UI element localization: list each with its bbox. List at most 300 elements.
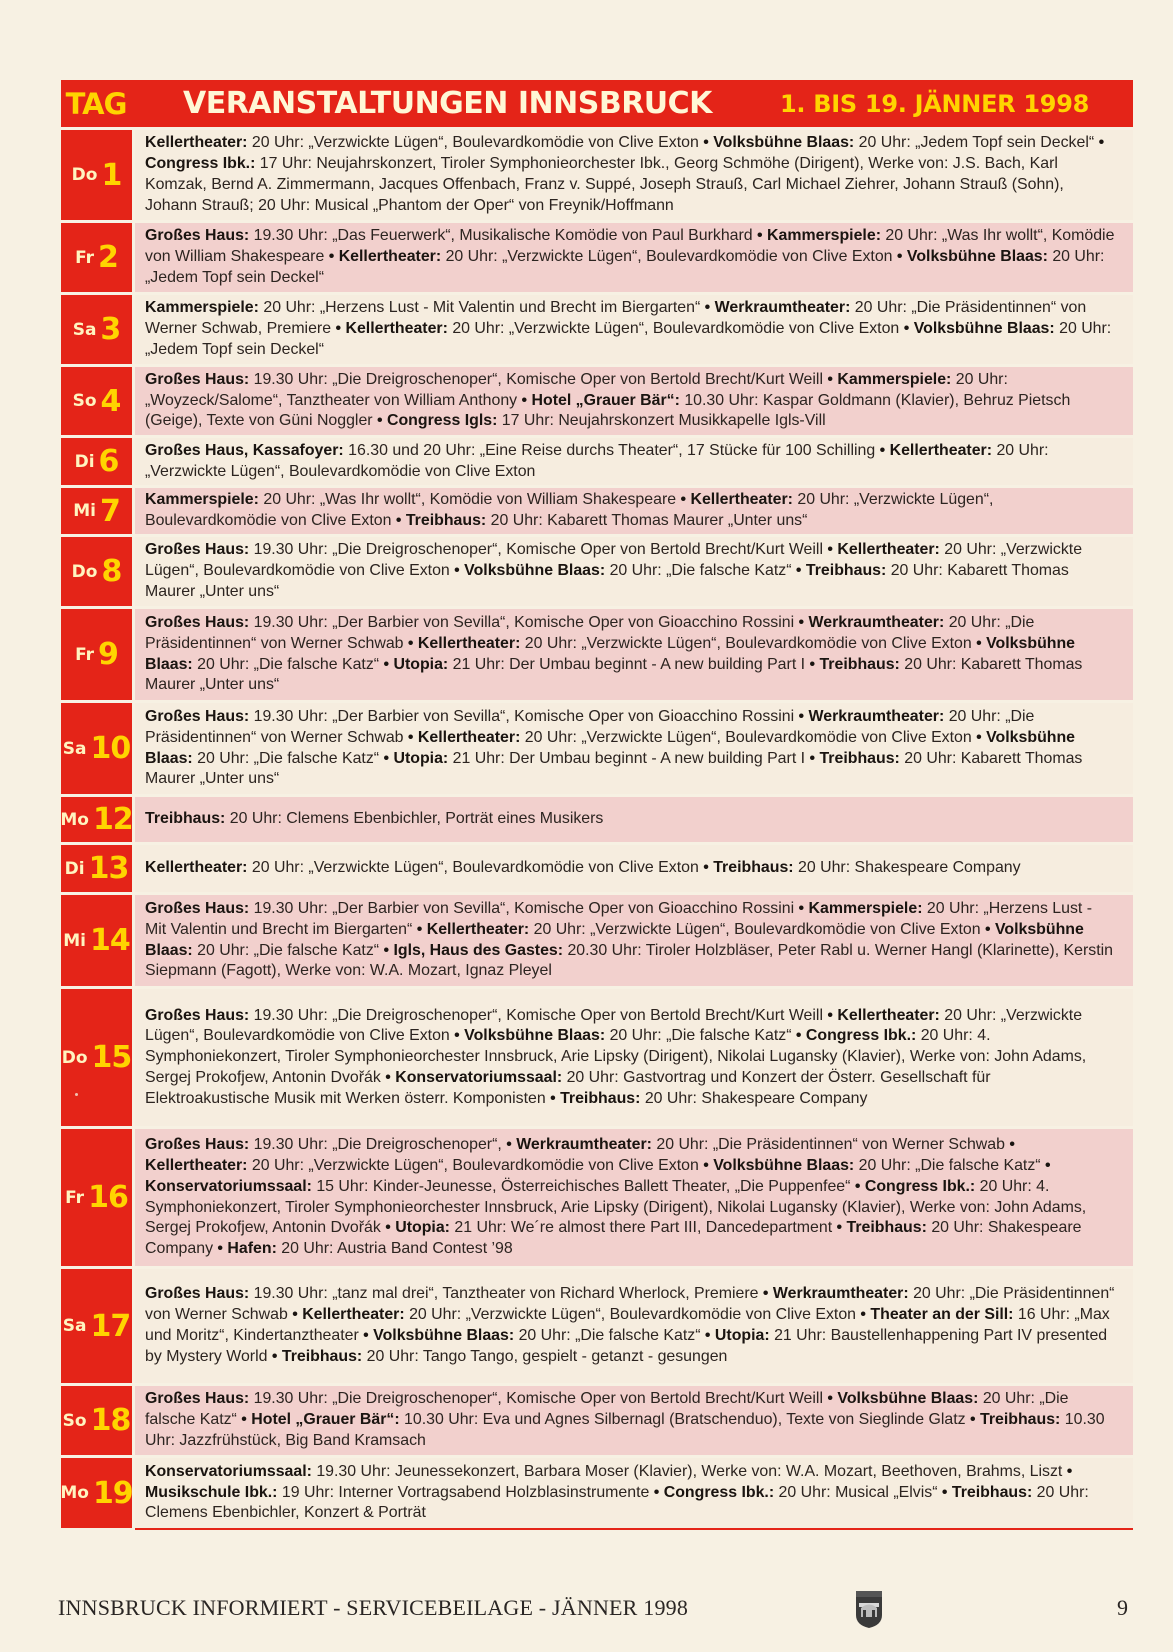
bullet-separator: • xyxy=(213,1240,228,1258)
event-description xyxy=(135,295,1133,364)
venue-name: Musikschule Ibk.: xyxy=(145,1483,278,1501)
table-row xyxy=(61,845,1133,895)
venue-name: Kammerspiele: xyxy=(837,370,952,388)
bullet-separator: • xyxy=(805,749,820,767)
venue-name: Congress Igls: xyxy=(387,412,498,430)
event-details: 19.30 Uhr: „Das Feuerwerk“, Musikalische Komödie von Paul Burkhard xyxy=(253,227,753,245)
day-number: 6 xyxy=(98,444,119,479)
event-details: 20 Uhr: Kabarett Thomas Maurer „Unter uns“ xyxy=(490,512,808,529)
venue-name: Treibhaus: xyxy=(145,810,226,828)
day-number: 14 xyxy=(90,923,130,958)
event-details: 20 Uhr: „Verzwickte Lügen“, Boulevardkomödie von Clive Exton xyxy=(251,859,699,877)
bullet-separator: • xyxy=(698,859,714,877)
event-details: 20 Uhr: „Jedem Topf sein Deckel“ xyxy=(858,134,1095,152)
weekday-abbr: Di xyxy=(64,858,85,879)
table-row xyxy=(61,223,1133,295)
venue-name: Kammerspiele: xyxy=(145,299,259,317)
event-details: 20 Uhr: Tango Tango, gespielt - getanzt - gesungen xyxy=(366,1347,728,1365)
event-details: 20 Uhr: 4. Symphoniekonzert, Tiroler Symphonieorchester Innsbruck, Arie Lipsky (Dirigent), Nikolai Lugansky (Klavier), Werke von: John Adams, Sergej Prokofjew, Antonin Dvořák xyxy=(145,1027,1087,1086)
day-number: 4 xyxy=(100,383,121,419)
venue-name: Treibhaus: xyxy=(819,655,900,673)
bullet-separator: • xyxy=(791,1027,806,1045)
table-row xyxy=(61,1269,1133,1386)
venue-name: Kellertheater: xyxy=(145,134,248,152)
event-details: 20 Uhr: Shakespeare Company xyxy=(644,1089,868,1107)
day-cell xyxy=(61,438,132,485)
day-number: 17 xyxy=(90,1308,131,1344)
table-row xyxy=(61,1458,1133,1531)
event-details: 20 Uhr: „Herzens Lust - Mit Valentin und Brecht im Biergarten“ xyxy=(263,299,701,317)
day-cell xyxy=(61,845,132,892)
venue-name: Werkraumtheater: xyxy=(808,613,945,631)
venue-name: Konservatoriumssaal: xyxy=(395,1068,563,1086)
bullet-separator: • xyxy=(379,655,394,673)
venue-name: Volksbühne Blaas: xyxy=(713,134,855,152)
event-details: 19.30 Uhr: „tanz mal drei“, Tanztheater von Richard Wherlock, Premiere xyxy=(253,1285,759,1303)
bullet-separator: • xyxy=(324,248,339,266)
day-cell xyxy=(61,1386,132,1455)
day-mark xyxy=(75,1093,78,1096)
event-details: 20 Uhr: Clemens Ebenbichler, Porträt eines Musikers xyxy=(229,810,604,828)
venue-name: Großes Haus: xyxy=(145,899,250,917)
event-details: 20 Uhr: Kabarett Thomas Maurer „Unter uns“ xyxy=(145,655,1083,694)
venue-name: Theater an der Sill: xyxy=(870,1306,1014,1324)
table-header xyxy=(61,80,1133,130)
event-paragraph xyxy=(145,899,1115,982)
day-number: 19 xyxy=(92,1475,133,1511)
bullet-separator: • xyxy=(698,134,714,152)
event-details: 19 Uhr: Interner Vortragsabend Holzblasinstrumente xyxy=(281,1483,650,1501)
event-description xyxy=(135,703,1133,794)
event-details: 21 Uhr: Der Umbau beginnt - A new building Part I xyxy=(452,749,806,767)
weekday-abbr: Fr xyxy=(65,1187,85,1208)
table-row xyxy=(61,609,1133,703)
event-description xyxy=(135,488,1133,534)
event-details: 15 Uhr: Kinder-Jeunesse, Österreichisches Ballett Theater, „Die Puppenfee“ xyxy=(316,1177,851,1195)
event-details: 20 Uhr: „Die Präsidentinnen“ von Werner Schwab, Premiere xyxy=(145,299,1087,338)
footer-text: INNSBRUCK INFORMIERT - SERVICEBEILAGE - JÄNNER 1998 xyxy=(58,1595,689,1620)
event-details: 20 Uhr: „Verzwickte Lügen“, Boulevardkomödie von Clive Exton xyxy=(145,541,1083,580)
header-day-label: TAG xyxy=(65,86,127,121)
day-cell xyxy=(61,1269,132,1383)
bullet-separator: • xyxy=(391,512,406,529)
event-details: 19.30 Uhr: „Der Barbier von Sevilla“, Komische Oper von Gioacchino Rossini xyxy=(253,899,795,917)
event-details: 20 Uhr: „Jedem Topf sein Deckel“ xyxy=(145,248,1105,286)
venue-name: Volksbühne Blaas: xyxy=(464,562,606,580)
day-cell xyxy=(61,295,132,364)
bullet-separator: • xyxy=(965,1411,980,1429)
event-description xyxy=(135,609,1133,700)
event-details: 20 Uhr: „Verzwickte Lügen“, Boulevardkomödie von Clive Exton xyxy=(409,1306,857,1324)
venue-name: Kellertheater: xyxy=(426,920,530,938)
table-row xyxy=(61,488,1133,537)
event-details: 20 Uhr: Shakespeare Company xyxy=(145,1219,1082,1258)
bullet-separator: • xyxy=(700,1327,715,1344)
venue-name: Kellertheater: xyxy=(837,1006,940,1024)
event-details: 20 Uhr: „Verzwickte Lügen“, Boulevardkomödie von Clive Exton xyxy=(445,248,893,266)
weekday-abbr: Sa xyxy=(62,738,87,759)
day-cell xyxy=(61,1129,132,1266)
bullet-separator: • xyxy=(287,1306,303,1324)
event-details: 20 Uhr: „Die falsche Katz“ xyxy=(858,1156,1041,1174)
day-cell xyxy=(61,537,132,606)
weekday-abbr: So xyxy=(72,391,97,411)
bullet-separator: • xyxy=(517,391,532,409)
venue-name: Großes Haus: xyxy=(145,370,250,388)
bullet-separator: • xyxy=(449,1027,465,1045)
event-details: 20 Uhr: „Verzwickte Lügen“, Boulevardkomödie von Clive Exton xyxy=(251,134,699,152)
event-details: 20 Uhr: „Was Ihr wollt“, Komödie von William Shakespeare xyxy=(145,227,1115,266)
event-paragraph xyxy=(145,298,1115,360)
weekday-abbr: Do xyxy=(71,165,98,185)
bullet-separator: • xyxy=(403,634,418,652)
event-details: 10.30 Uhr: Eva und Agnes Silbernagl (Bratschenduo), Texte von Sieglinde Glatz xyxy=(404,1411,966,1429)
event-description xyxy=(135,1269,1133,1383)
day-number: 2 xyxy=(98,240,118,275)
venue-name: Großes Haus, Kassafoyer: xyxy=(145,441,344,459)
venue-name: Kellertheater: xyxy=(145,859,248,877)
venue-name: Volksbühne Blaas: xyxy=(145,920,1084,959)
event-details: 19.30 Uhr: „Der Barbier von Sevilla“, Komische Oper von Gioacchino Rossini xyxy=(253,613,795,631)
event-details: 21 Uhr: Baustellenhappening Part IV presented by Mystery World xyxy=(145,1327,1108,1365)
bullet-separator: • xyxy=(899,320,914,338)
event-details: 19.30 Uhr: „Die Dreigroschenoper“, xyxy=(253,1136,502,1154)
day-cell xyxy=(61,223,132,292)
event-details: 19.30 Uhr: „Die Dreigroschenoper“, Komische Oper von Bertold Brecht/Kurt Weill xyxy=(253,370,823,388)
event-details: 20 Uhr: „Verzwickte Lügen“, Boulevardkomödie von Clive Exton xyxy=(145,441,1049,480)
event-details: 20 Uhr: „Die falsche Katz“ xyxy=(197,655,380,673)
day-cell xyxy=(61,488,132,534)
day-number: 7 xyxy=(99,493,120,529)
venue-name: Treibhaus: xyxy=(951,1483,1033,1501)
event-paragraph xyxy=(145,540,1115,602)
event-description xyxy=(135,130,1133,220)
bullet-separator: • xyxy=(971,634,987,652)
venue-name: Konservatoriumssaal: xyxy=(145,1462,312,1480)
venue-name: Kammerspiele: xyxy=(145,491,259,509)
event-description xyxy=(135,1129,1133,1266)
event-details: 19.30 Uhr: „Die Dreigroschenoper“, Komische Oper von Bertold Brecht/Kurt Weill xyxy=(253,1390,823,1408)
venue-name: Kammerspiele: xyxy=(808,899,923,917)
day-cell xyxy=(61,1458,132,1528)
venue-name: Hotel „Grauer Bär“: xyxy=(251,1411,400,1429)
bullet-separator: • xyxy=(980,920,995,938)
event-details: 10.30 Uhr: Kaspar Goldmann (Klavier), Behruz Pietsch (Geige), Texte von Güni Noggler xyxy=(145,391,1071,430)
day-number: 9 xyxy=(98,637,118,672)
event-details: 19.30 Uhr: „Die Dreigroschenoper“, Komische Oper von Bertold Brecht/Kurt Weill xyxy=(253,541,823,559)
day-cell xyxy=(61,895,132,986)
table-row xyxy=(61,1386,1133,1458)
bullet-separator: • xyxy=(791,562,806,580)
event-details: 20 Uhr: „Verzwickte Lügen“, Boulevardkomödie von Clive Exton xyxy=(145,1006,1083,1045)
bullet-separator: • xyxy=(358,1327,374,1344)
innsbruck-coat-of-arms-icon xyxy=(854,1591,884,1629)
event-details: 17 Uhr: Neujahrskonzert Musikkapelle Igls-Vill xyxy=(501,412,826,430)
header-title: VERANSTALTUNGEN INNSBRUCK xyxy=(183,86,712,121)
weekday-abbr: Mo xyxy=(60,1483,89,1503)
events-table xyxy=(61,80,1133,1530)
weekday-abbr: Sa xyxy=(62,1316,87,1336)
venue-name: Kammerspiele: xyxy=(767,227,881,245)
venue-name: Volksbühne Blaas: xyxy=(713,1156,855,1174)
venue-name: Utopia: xyxy=(395,1219,450,1237)
venue-name: Kellertheater: xyxy=(345,320,448,338)
venue-name: Utopia: xyxy=(393,655,449,673)
venue-name: Kellertheater: xyxy=(837,541,940,559)
event-description xyxy=(135,223,1133,292)
event-paragraph xyxy=(145,490,1115,532)
weekday-abbr: Do xyxy=(61,1047,88,1068)
day-cell xyxy=(61,703,132,794)
event-description xyxy=(135,1386,1133,1455)
event-description xyxy=(135,845,1133,892)
event-details: 20 Uhr: „Woyzeck/Salome“, Tanztheater von William Anthony xyxy=(145,370,1008,409)
bullet-separator: • xyxy=(545,1089,561,1107)
venue-name: Hafen: xyxy=(227,1240,277,1258)
venue-name: Kellertheater: xyxy=(338,248,442,266)
event-paragraph xyxy=(145,1006,1115,1110)
header-date-range: 1. BIS 19. JÄNNER 1998 xyxy=(779,89,1089,118)
bullet-separator: • xyxy=(380,1219,396,1237)
page-number: 9 xyxy=(1117,1595,1128,1620)
day-number: 1 xyxy=(101,157,122,193)
bullet-separator: • xyxy=(856,1306,871,1324)
venue-name: Treibhaus: xyxy=(805,562,887,580)
venue-name: Congress Ibk.: xyxy=(805,1027,917,1045)
venue-name: Volksbühne Blaas: xyxy=(906,248,1048,266)
day-number: 12 xyxy=(92,802,133,837)
day-cell xyxy=(61,797,132,842)
table-row xyxy=(61,797,1133,845)
venue-name: Großes Haus: xyxy=(145,541,250,559)
bullet-separator: • xyxy=(1062,1462,1073,1480)
venue-name: Volksbühne Blaas: xyxy=(837,1390,979,1408)
day-number: 3 xyxy=(100,312,121,347)
venue-name: Treibhaus: xyxy=(560,1089,641,1107)
venue-name: Werkraumtheater: xyxy=(808,707,945,725)
event-rows xyxy=(61,130,1133,1531)
table-row xyxy=(61,989,1133,1129)
event-description xyxy=(135,438,1133,485)
event-paragraph xyxy=(145,707,1115,790)
venue-name: Kellertheater: xyxy=(145,1156,248,1174)
event-paragraph xyxy=(145,613,1115,696)
event-paragraph xyxy=(145,1389,1115,1451)
venue-name: Treibhaus: xyxy=(713,859,794,877)
venue-name: Volksbühne Blaas: xyxy=(373,1327,515,1344)
event-details: 20 Uhr: Austria Band Contest ’98 xyxy=(281,1240,513,1258)
event-details: 20 Uhr: „Verzwickte Lügen“, Boulevardkomödie von Clive Exton xyxy=(524,634,972,652)
event-paragraph xyxy=(145,133,1115,216)
event-details: 16.30 und 20 Uhr: „Eine Reise durchs Theater“, 17 Stücke für 100 Schilling xyxy=(348,441,876,459)
event-details: 21 Uhr: We´re almost there Part III, Dancedepartment xyxy=(454,1219,833,1237)
day-number: 10 xyxy=(90,731,131,766)
weekday-abbr: Mo xyxy=(60,809,89,830)
table-row xyxy=(61,367,1133,438)
venue-name: Treibhaus: xyxy=(846,1219,927,1237)
event-details: 20 Uhr: „Die Präsidentinnen“ von Werner Schwab xyxy=(145,707,1035,746)
event-paragraph xyxy=(145,1284,1115,1367)
bullet-separator: • xyxy=(832,1219,847,1237)
bullet-separator: • xyxy=(971,728,987,746)
bullet-separator: • xyxy=(823,541,838,559)
bullet-separator: • xyxy=(875,441,890,459)
event-description xyxy=(135,1458,1133,1528)
event-details: 16 Uhr: „Max und Moritz“, Kindertanztheater xyxy=(145,1306,1110,1344)
event-details: 20 Uhr: „Die Präsidentinnen“ von Werner Schwab xyxy=(656,1136,1005,1154)
venue-name: Volksbühne Blaas: xyxy=(913,320,1055,338)
event-details: 20 Uhr: „Verzwickte Lügen“, Boulevardkomödie von Clive Exton xyxy=(251,1156,699,1174)
venue-name: Hotel „Grauer Bär“: xyxy=(531,391,680,409)
event-details: 17 Uhr: Neujahrskonzert, Tiroler Symphonieorchester Ibk., Georg Schmöhe (Dirigent), Werke von: J.S. Bach, Karl Komzak, Bernd A. Zimmermann, Jacques Offenbach, Franz v. Suppé, Joseph Strauß, Carl Michael Ziehrer, Johann Strauß (Sohn), Johann Strauß; 20 Uhr: Musical „Phantom der Oper“ von Freynik/Hoffmann xyxy=(145,155,1064,214)
event-paragraph xyxy=(145,441,1115,483)
event-details: 20 Uhr: „Die Präsidentinnen“ von Werner Schwab xyxy=(145,1285,1115,1324)
table-row xyxy=(61,1129,1133,1269)
bullet-separator: • xyxy=(372,412,387,430)
venue-name: Werkraumtheater: xyxy=(772,1285,909,1303)
venue-name: Konservatoriumssaal: xyxy=(145,1177,312,1195)
bullet-separator: • xyxy=(794,707,809,725)
venue-name: Volksbühne Blaas: xyxy=(145,634,1076,673)
day-cell xyxy=(61,367,132,435)
venue-name: Volksbühne Blaas: xyxy=(145,728,1076,767)
table-bottom-rule xyxy=(135,1528,1133,1530)
bullet-separator: • xyxy=(758,1285,773,1303)
event-details: 20 Uhr: „Die falsche Katz“ xyxy=(197,749,380,767)
table-row xyxy=(61,295,1133,367)
weekday-abbr: Mi xyxy=(73,501,96,521)
event-details: 20 Uhr: „Die falsche Katz“ xyxy=(197,941,380,959)
event-details: 19.30 Uhr: Jeunessekonzert, Barbara Moser (Klavier), Werke von: W.A. Mozart, Beethoven, Brahms, Liszt xyxy=(316,1462,1063,1480)
event-description xyxy=(135,895,1133,986)
venue-name: Großes Haus: xyxy=(145,707,250,725)
bullet-separator: • xyxy=(1094,134,1105,152)
day-cell xyxy=(61,609,132,700)
venue-name: Großes Haus: xyxy=(145,1285,250,1303)
venue-name: Congress Ibk.: xyxy=(864,1177,976,1195)
day-number: 15 xyxy=(91,1040,132,1075)
weekday-abbr: Mi xyxy=(63,930,86,951)
event-paragraph xyxy=(145,809,603,830)
event-paragraph xyxy=(145,370,1115,432)
bullet-separator: • xyxy=(379,749,394,767)
event-details: 20 Uhr: „Die Präsidentinnen“ von Werner Schwab xyxy=(145,613,1035,652)
venue-name: Kellertheater: xyxy=(690,491,793,509)
venue-name: Igls, Haus des Gastes: xyxy=(393,941,564,959)
venue-name: Treibhaus: xyxy=(819,749,900,767)
event-description xyxy=(135,367,1133,435)
bullet-separator: • xyxy=(823,1006,838,1024)
weekday-abbr: So xyxy=(62,1410,87,1431)
table-row xyxy=(61,537,1133,609)
bullet-separator: • xyxy=(752,227,768,245)
bullet-separator: • xyxy=(698,1156,714,1174)
bullet-separator: • xyxy=(449,562,465,580)
venue-name: Kellertheater: xyxy=(417,728,521,746)
weekday-abbr: Fr xyxy=(75,247,95,268)
event-description xyxy=(135,797,1133,842)
bullet-separator: • xyxy=(794,613,809,631)
event-details: 20 Uhr: „Die falsche Katz“ xyxy=(609,562,792,580)
event-details: 20 Uhr: „Die falsche Katz“ xyxy=(609,1027,792,1045)
event-details: 20.30 Uhr: Tiroler Holzbläser, Peter Rabl u. Werner Hangl (Klarinette), Kerstin Siepmann (Fagott), Werke von: W.A. Mozart, Ignaz Pleyel xyxy=(145,941,1113,980)
event-description xyxy=(135,537,1133,606)
event-details: 21 Uhr: Der Umbau beginnt - A new building Part I xyxy=(452,655,806,673)
event-details: 20 Uhr: Kabarett Thomas Maurer „Unter uns“ xyxy=(145,749,1083,788)
venue-name: Congress Ibk.: xyxy=(145,155,256,173)
venue-name: Großes Haus: xyxy=(145,1006,250,1024)
weekday-abbr: Sa xyxy=(72,319,97,340)
event-details: 20 Uhr: „Was Ihr wollt“, Komödie von William Shakespeare xyxy=(263,491,677,509)
venue-name: Utopia: xyxy=(393,749,449,767)
venue-name: Treibhaus: xyxy=(979,1411,1061,1429)
event-details: 19.30 Uhr: „Die Dreigroschenoper“, Komische Oper von Bertold Brecht/Kurt Weill xyxy=(253,1006,823,1024)
bullet-separator: • xyxy=(236,1411,252,1429)
event-details: 19.30 Uhr: „Der Barbier von Sevilla“, Komische Oper von Gioacchino Rossini xyxy=(253,707,795,725)
bullet-separator: • xyxy=(805,655,820,673)
bullet-separator: • xyxy=(649,1483,664,1501)
bullet-separator: • xyxy=(380,1068,396,1086)
venue-name: Kellertheater: xyxy=(417,634,521,652)
weekday-abbr: Do xyxy=(71,561,98,582)
bullet-separator: • xyxy=(1004,1136,1015,1154)
bullet-separator: • xyxy=(267,1347,282,1365)
bullet-separator: • xyxy=(403,728,418,746)
event-paragraph xyxy=(145,1135,1115,1260)
event-details: 20 Uhr: „Verzwickte Lügen“, Boulevardkomödie von Clive Exton xyxy=(452,320,900,338)
table-row xyxy=(61,130,1133,223)
event-details: 20 Uhr: „Verzwickte Lügen“, Boulevardkomödie von Clive Exton xyxy=(145,491,994,529)
day-number: 13 xyxy=(88,851,129,886)
day-number: 18 xyxy=(90,1403,131,1438)
event-details: 20 Uhr: Shakespeare Company xyxy=(798,859,1021,877)
venue-name: Kellertheater: xyxy=(889,441,993,459)
page-footer xyxy=(58,1595,1128,1627)
day-number: 16 xyxy=(88,1180,128,1215)
table-row xyxy=(61,703,1133,797)
table-row xyxy=(61,438,1133,488)
event-details: 20 Uhr: „Jedem Topf sein Deckel“ xyxy=(145,320,1112,358)
event-details: 20 Uhr: „Verzwickte Lügen“, Boulevardkomödie von Clive Exton xyxy=(524,728,972,746)
bullet-separator: • xyxy=(501,1136,517,1154)
venue-name: Utopia: xyxy=(714,1327,770,1344)
event-details: 20 Uhr: Clemens Ebenbichler, Konzert & Porträt xyxy=(145,1483,1089,1522)
event-details: 20 Uhr: „Die falsche Katz“ xyxy=(145,1390,1069,1429)
event-details: 20 Uhr: „Die falsche Katz“ xyxy=(518,1327,701,1344)
weekday-abbr: Fr xyxy=(75,644,95,665)
day-number: 8 xyxy=(101,554,122,589)
bullet-separator: • xyxy=(850,1177,865,1195)
bullet-separator: • xyxy=(412,920,427,938)
bullet-separator: • xyxy=(379,941,394,959)
venue-name: Kellertheater: xyxy=(302,1306,405,1324)
bullet-separator: • xyxy=(676,491,691,509)
venue-name: Treibhaus: xyxy=(281,1347,363,1365)
venue-name: Volksbühne Blaas: xyxy=(464,1027,606,1045)
weekday-abbr: Di xyxy=(74,451,95,472)
bullet-separator: • xyxy=(823,370,838,388)
event-paragraph xyxy=(145,858,1021,879)
bullet-separator: • xyxy=(331,320,346,338)
venue-name: Großes Haus: xyxy=(145,227,250,245)
venue-name: Großes Haus: xyxy=(145,1136,250,1154)
bullet-separator: • xyxy=(1040,1156,1051,1174)
bullet-separator: • xyxy=(823,1390,838,1408)
venue-name: Werkraumtheater: xyxy=(516,1136,652,1154)
event-details: 20 Uhr: „Herzens Lust - Mit Valentin und Brecht im Biergarten“ xyxy=(145,899,1093,938)
venue-name: Treibhaus: xyxy=(405,512,487,529)
bullet-separator: • xyxy=(794,899,809,917)
